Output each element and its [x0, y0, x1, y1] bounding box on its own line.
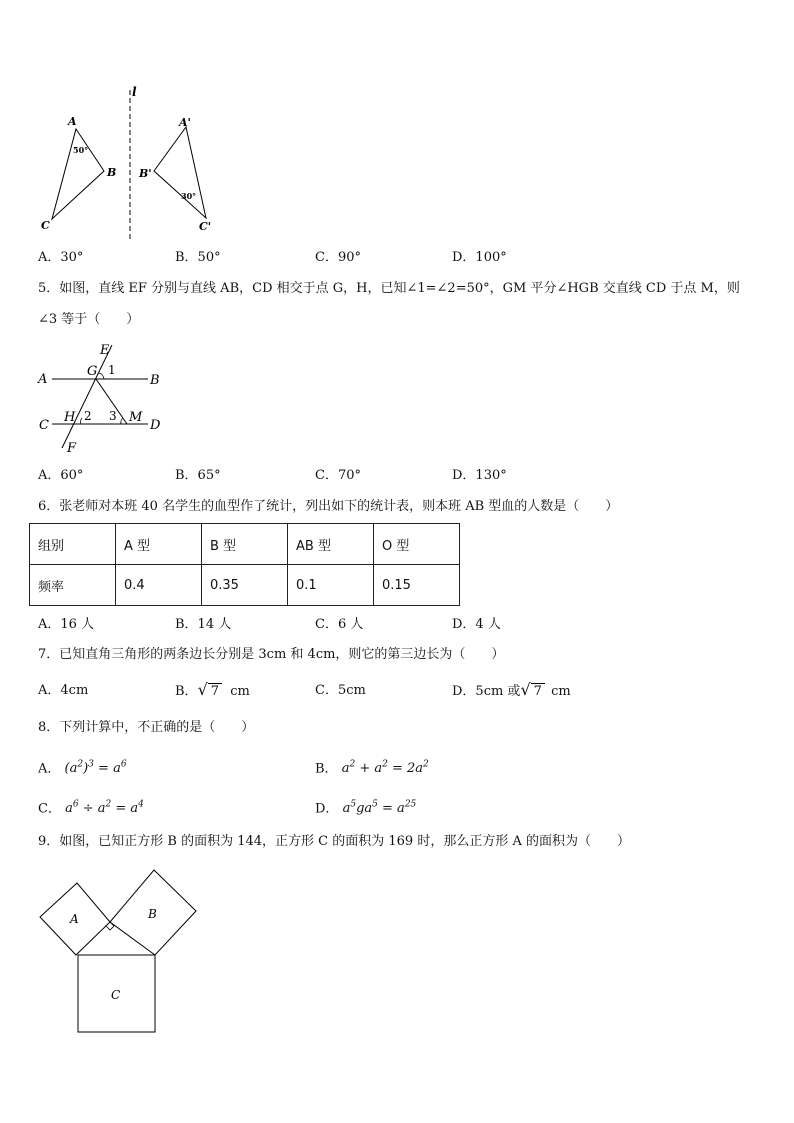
option-label: A．: [38, 761, 61, 777]
q7-option-b-label: B．: [175, 684, 198, 699]
formula: $a^6 \div a^2 = a^4$: [65, 800, 144, 817]
q4-option-b[interactable]: B．50°: [175, 250, 221, 265]
line-ef: [62, 345, 112, 448]
q4-option-a[interactable]: A．30°: [38, 250, 84, 265]
point-c-label: C: [39, 418, 49, 433]
option-label: C．: [38, 801, 61, 817]
q6-option-d[interactable]: D．4 人: [452, 617, 501, 632]
table-cell: 频率: [30, 565, 116, 606]
point-f-label: F: [67, 441, 77, 456]
table-cell: 0.1: [288, 565, 374, 606]
square-c-label: C: [111, 988, 121, 1002]
triangle-abc: [52, 129, 104, 219]
table-header-cell: 组别: [30, 524, 116, 565]
q8-option-d[interactable]: [315, 796, 416, 818]
square-b-label: B: [148, 907, 157, 921]
q5-option-b[interactable]: B．65°: [175, 468, 221, 483]
point-e-label: E: [100, 343, 110, 358]
table-cell: 0.4: [116, 565, 202, 606]
angle-2-arc: [81, 418, 82, 424]
angle-3-arc: [121, 418, 123, 424]
q5-stem-line1: 5．如图，直线 EF 分别与直线 AB，CD 相交于点 G，H，已知∠1=∠2=50°，GM 平分∠HGB 交直线 CD 于点 M，则: [38, 281, 740, 296]
triangle-abc-prime: [154, 127, 206, 218]
q7-option-d[interactable]: [452, 680, 571, 702]
q5-figure: [34, 340, 174, 458]
angle-3-label: 3: [109, 409, 117, 423]
q8-option-a[interactable]: [38, 756, 127, 778]
table-cell: 0.15: [374, 565, 460, 606]
q4-figure: [30, 82, 230, 242]
point-m-label: M: [129, 410, 143, 425]
angle-1-arc: [99, 373, 104, 379]
sqrt-symbol: √: [197, 680, 208, 699]
right-angle-mark: [106, 922, 114, 930]
q7-option-a[interactable]: A．4cm: [38, 683, 89, 698]
q7-option-b[interactable]: [175, 680, 250, 702]
q9-figure: [36, 866, 201, 1036]
table-header-cell: O 型: [374, 524, 460, 565]
q9-stem: 9．如图，已知正方形 B 的面积为 144，正方形 C 的面积为 169 时，那么正方形 A 的面积为（ ）: [38, 834, 630, 849]
point-a-label: A: [38, 372, 48, 387]
square-a-label: A: [70, 912, 79, 926]
option-label: B．: [315, 761, 338, 777]
point-b-prime: B': [139, 167, 152, 180]
formula: $a^5ga^5 = a^{25}$: [342, 800, 417, 817]
table-row: [30, 565, 460, 606]
q5-option-d[interactable]: D．130°: [452, 468, 507, 483]
radicand: 7: [208, 683, 222, 699]
point-c-prime: C': [199, 220, 212, 233]
point-a-prime: A': [179, 116, 191, 129]
table-cell: 0.35: [202, 565, 288, 606]
point-g-label: G: [87, 364, 98, 379]
q4-option-d[interactable]: D．100°: [452, 250, 507, 265]
q8-option-c[interactable]: [38, 796, 144, 818]
q5-option-c[interactable]: C．70°: [315, 468, 361, 483]
angle-a-label: 50°: [73, 145, 89, 155]
sqrt-symbol: √: [520, 680, 531, 699]
point-d-label: D: [150, 418, 161, 433]
point-c: C: [41, 219, 50, 232]
point-b-label: B: [150, 373, 160, 388]
q4-option-c[interactable]: C．90°: [315, 250, 361, 265]
option-label: D．: [315, 801, 339, 817]
angle-1-label: 1: [108, 363, 116, 377]
point-a: A: [68, 115, 77, 128]
point-b: B: [107, 166, 117, 179]
q6-option-a[interactable]: A．16 人: [38, 617, 95, 632]
q7-stem: 7．已知直角三角形的两条边长分别是 3cm 和 4cm，则它的第三边长为（ ）: [38, 647, 505, 662]
q8-option-b[interactable]: [315, 756, 429, 778]
angle-2-label: 2: [84, 409, 92, 423]
unit: cm: [551, 684, 571, 699]
table-header-cell: A 型: [116, 524, 202, 565]
q6-option-b[interactable]: B．14 人: [175, 617, 232, 632]
q7-option-c[interactable]: C．5cm: [315, 683, 366, 698]
radicand: 7: [531, 683, 545, 699]
table-header-cell: B 型: [202, 524, 288, 565]
point-h-label: H: [64, 410, 76, 425]
q7-option-d-label: D．5cm 或: [452, 684, 521, 699]
q8-stem: 8．下列计算中，不正确的是（ ）: [38, 720, 255, 735]
blood-type-frequency-table: [29, 523, 460, 606]
q6-option-c[interactable]: C．6 人: [315, 617, 364, 632]
table-header-row: [30, 524, 460, 565]
q6-stem: 6．张老师对本班 40 名学生的血型作了统计，列出如下的统计表，则本班 AB 型血的人数是（ ）: [38, 499, 619, 514]
axis-label-l: l: [132, 85, 137, 99]
q5-option-a[interactable]: A．60°: [38, 468, 84, 483]
formula: $a^2 + a^2 = 2a^2$: [341, 760, 429, 777]
q5-stem-line2: ∠3 等于（ ）: [38, 312, 140, 327]
table-header-cell: AB 型: [288, 524, 374, 565]
unit: cm: [230, 684, 250, 699]
angle-c-prime-label: 30°: [181, 191, 197, 201]
formula: $(a^2)^3 = a^6$: [64, 760, 127, 777]
